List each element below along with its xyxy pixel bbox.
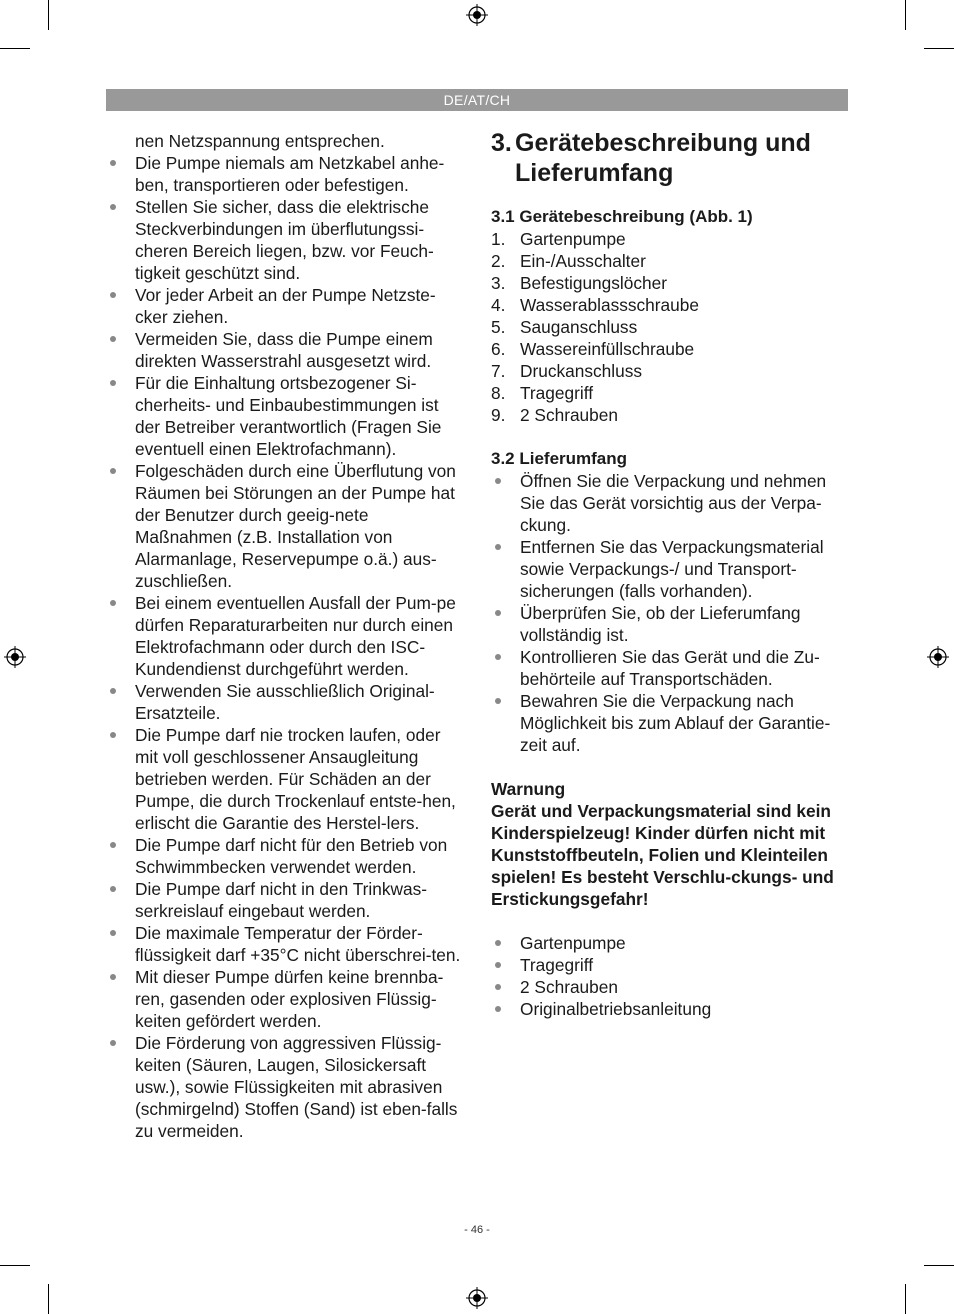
list-item: Öffnen Sie die Verpackung und nehmen Sie das Gerät vorsichtig aus der Verpa-ckung.: [491, 470, 851, 536]
list-item: Vor jeder Arbeit an der Pumpe Netzste-cker ziehen.: [106, 284, 466, 328]
list-item: 1. Gartenpumpe: [491, 229, 626, 249]
list-item: 5. Sauganschluss: [491, 317, 638, 337]
crop-mark: [905, 1284, 906, 1314]
list-item: 8. Tragegriff: [491, 383, 593, 403]
list-item: Folgeschäden durch eine Überflutung von Räumen bei Störungen an der Pumpe hat der Benutzer durch geeig-nete Maßnahmen (z.B. Installation von Alarmanlage, Reservepumpe o.ä.) aus-zuschließen.: [106, 460, 466, 592]
list-item: Bewahren Sie die Verpackung nach Möglichkeit bis zum Ablauf der Garantie-zeit auf.: [491, 690, 851, 756]
parts-list: [491, 228, 851, 426]
safety-bullet-list: [106, 152, 466, 1142]
continued-text: nen Netzspannung entsprechen.: [135, 131, 385, 151]
subsection-heading-description: 3.1 Gerätebeschreibung (Abb. 1): [491, 207, 753, 226]
list-item: Die maximale Temperatur der Förder-flüssigkeit darf +35°C nicht überschrei-ten.: [106, 922, 466, 966]
list-item: Die Pumpe darf nicht für den Betrieb von Schwimmbecken verwendet werden.: [106, 834, 466, 878]
crop-mark: [48, 0, 49, 30]
registration-mark-icon: [927, 646, 949, 668]
list-item: Vermeiden Sie, dass die Pumpe einem direkten Wasserstrahl ausgesetzt wird.: [106, 328, 466, 372]
crop-mark: [0, 48, 30, 49]
list-item: Tragegriff: [491, 954, 851, 976]
list-item: Kontrollieren Sie das Gerät und die Zu-behörteile auf Transportschäden.: [491, 646, 851, 690]
list-item: 4. Wasserablassschraube: [491, 295, 699, 315]
crop-mark: [924, 1265, 954, 1266]
list-item: 7. Druckanschluss: [491, 361, 642, 381]
region-header-bar: DE/AT/CH: [106, 89, 848, 111]
registration-mark-icon: [4, 646, 26, 668]
list-item: 2. Ein-/Ausschalter: [491, 251, 646, 271]
crop-mark: [48, 1284, 49, 1314]
list-item: Gartenpumpe: [491, 932, 851, 954]
contents-list: [491, 932, 851, 1020]
warning-title: Warnung: [491, 779, 566, 799]
right-column: [491, 128, 851, 1020]
list-item: Die Pumpe darf nicht in den Trinkwas-serkreislauf eingebaut werden.: [106, 878, 466, 922]
list-item: Verwenden Sie ausschließlich Original-Ersatzteile.: [106, 680, 466, 724]
warning-text: Gerät und Verpackungsmaterial sind kein Kinderspielzeug! Kinder dürfen nicht mit Kunststoffbeuteln, Folien und Kleinteilen spielen! Es besteht Verschlu-ckungs- und Erstickungsgefahr!: [491, 801, 834, 909]
registration-mark-icon: [466, 4, 488, 26]
list-item: 6. Wassereinfüllschraube: [491, 339, 695, 359]
left-column: [106, 130, 466, 1142]
list-item: Stellen Sie sicher, dass die elektrische Steckverbindungen im überflutungssi-cheren Bereich liegen, bzw. vor Feuch-tigkeit geschützt sind.: [106, 196, 466, 284]
list-item: Entfernen Sie das Verpackungsmaterial sowie Verpackungs-/ und Transport-sicherungen (falls vorhanden).: [491, 536, 851, 602]
section-number: 3.: [491, 129, 512, 157]
delivery-steps-list: [491, 470, 851, 756]
section-title-line2: Lieferumfang: [515, 159, 674, 187]
crop-mark: [905, 0, 906, 30]
list-item: Die Förderung von aggressiven Flüssig-keiten (Säuren, Laugen, Silosickersaft usw.), sowie Flüssigkeiten mit abrasiven (schmirgelnd) Stoffen (Sand) ist eben-falls zu vermeiden.: [106, 1032, 466, 1142]
section-heading: [491, 128, 851, 188]
section-title-line1: Gerätebeschreibung und: [515, 129, 811, 157]
registration-mark-icon: [466, 1287, 488, 1309]
list-item: Bei einem eventuellen Ausfall der Pum-pe dürfen Reparaturarbeiten nur durch einen Elektrofachmann oder durch den ISC-Kundendienst durchgeführt werden.: [106, 592, 466, 680]
list-item: Die Pumpe niemals am Netzkabel anhe-ben, transportieren oder befestigen.: [106, 152, 466, 196]
page-number: - 46 -: [464, 1224, 490, 1236]
list-item: Mit dieser Pumpe dürfen keine brennba-ren, gasenden oder explosiven Flüssig-keiten gefördert werden.: [106, 966, 466, 1032]
subsection-heading-delivery: 3.2 Lieferumfang: [491, 449, 628, 468]
list-item: Für die Einhaltung ortsbezogener Si-cherheits- und Einbaubestimmungen ist der Betreiber verantwortlich (Fragen Sie eventuell einen Elektrofachmann).: [106, 372, 466, 460]
list-item: Die Pumpe darf nie trocken laufen, oder mit voll geschlossener Ansaugleitung betrieben werden. Für Schäden an der Pumpe, die durch Trockenlauf entste-hen, erlischt die Garantie des Herstel-lers.: [106, 724, 466, 834]
crop-mark: [0, 1265, 30, 1266]
list-item: Überprüfen Sie, ob der Lieferumfang vollständig ist.: [491, 602, 851, 646]
list-item: 2 Schrauben: [491, 976, 851, 998]
list-item: 3. Befestigungslöcher: [491, 273, 667, 293]
list-item: Originalbetriebsanleitung: [491, 998, 851, 1020]
crop-mark: [924, 48, 954, 49]
list-item: 9. 2 Schrauben: [491, 405, 619, 425]
